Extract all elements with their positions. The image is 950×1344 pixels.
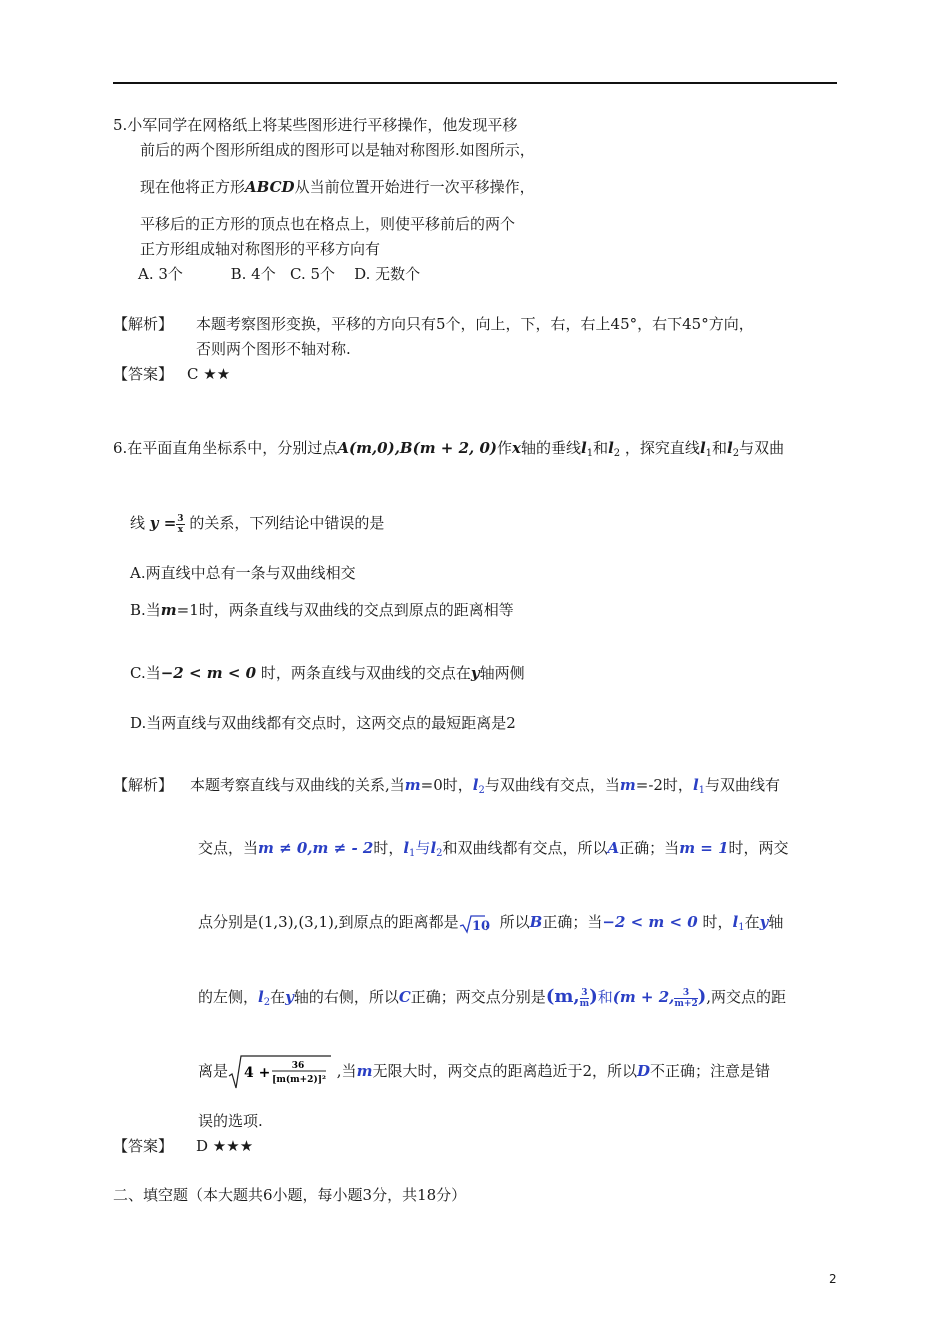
q5-line-5: 正方形组成轴对称图形的平移方向有: [140, 240, 381, 258]
sqrt-numerator: 36: [291, 1061, 305, 1071]
q6-analysis-2: 交点，当m ≠ 0,m ≠ - 2时，$l_1$与$l_2$和双曲线都有交点，所以A正确；当m = 1时，两交: [198, 839, 789, 859]
q6-answer-label: 【答案】: [113, 1137, 174, 1155]
fraction-3-over-m: $\frac{3}{m}$: [579, 987, 590, 1009]
sqrt-term: 4 +: [244, 1065, 271, 1081]
q5-options: A. 3个 B. 4个 C. 5个 D. 无数个: [138, 265, 421, 283]
q5-line-3: 现在他将正方形ABCD从当前位置开始进行一次平移操作，: [140, 178, 535, 196]
q5-analysis-1: 本题考察图形变换，平移的方向只有5个，向上，下，右，右上45°，右下45°方向，: [196, 315, 754, 333]
header-rule: [113, 82, 837, 84]
sqrt-distance-formula: [228, 1054, 332, 1090]
q6-analysis-label: 【解析】: [113, 776, 174, 794]
sqrt-denominator: [m(m+2)]²: [272, 1075, 326, 1085]
q6-analysis-5: 离是 4 + 36 [m(m+2)]² ,当m无限大时，两交点的距离趋近于2，所以D不正确；注意是错: [198, 1054, 770, 1090]
q6-analysis-1: 本题考察直线与双曲线的关系,当m=0时，$l_2$与双曲线有交点，当m=-2时，$l_1$与双曲线有: [190, 776, 781, 796]
sqrt-10: [459, 913, 490, 934]
q6-option-a: A.两直线中总有一条与双曲线相交: [130, 564, 356, 582]
q6-option-c: C.当−2 < m < 0 时，两条直线与双曲线的交点在y轴两侧: [130, 664, 525, 682]
q6-analysis-3: 点分别是(1,3),(3,1),到原点的距离都是 10 ，所以B正确；当−2 < m < 0 时，$l_1$在y轴: [198, 913, 784, 934]
q6-line-1: 6.在平面直角坐标系中，分别过点A(m,0),B(m + 2, 0)作x轴的垂线$l_1$和$l_2$ ，探究直线$l_1$和$l_2$与双曲: [113, 439, 785, 459]
q6-option-b: B.当m=1时，两条直线与双曲线的交点到原点的距离相等: [130, 601, 514, 619]
q6-line-2: 线 y = $\frac{3}{x}$ 的关系，下列结论中错误的是: [130, 513, 385, 535]
q5-line-1: 5.小军同学在网格纸上将某些图形进行平移操作，他发现平移: [113, 116, 518, 134]
q6-option-d: D.当两直线与双曲线都有交点时，这两交点的最短距离是2: [130, 714, 516, 732]
q6-analysis-4: 的左侧，$l_2$在y轴的右侧，所以C正确；两交点分别是(m, $\frac{3}{m}$ )和(m + 2, $\frac{3}{m+2}$ ),两交点的距: [198, 986, 787, 1009]
q5-answer-label: 【答案】: [113, 365, 174, 383]
section-2-heading: 二、填空题（本大题共6小题，每小题3分，共18分）: [113, 1186, 467, 1204]
q5-line-2: 前后的两个图形所组成的图形可以是轴对称图形.如图所示，: [140, 141, 535, 159]
q5-line-4: 平移后的正方形的顶点也在格点上，则使平移前后的两个: [140, 215, 516, 233]
fraction-3-over-x: $\frac{3}{x}$: [177, 513, 184, 535]
q5-analysis-label: 【解析】: [113, 315, 174, 333]
fraction-3-over-m-plus-2: $\frac{3}{m+2}$: [674, 987, 698, 1009]
page-number: 2: [829, 1272, 837, 1286]
q5-answer: C ★★: [187, 365, 231, 383]
q6-answer: D ★★★: [196, 1137, 254, 1155]
q6-analysis-6: 误的选项.: [198, 1112, 263, 1130]
sqrt-10-value: 10: [471, 918, 490, 934]
q5-analysis-2: 否则两个图形不轴对称.: [196, 340, 351, 358]
